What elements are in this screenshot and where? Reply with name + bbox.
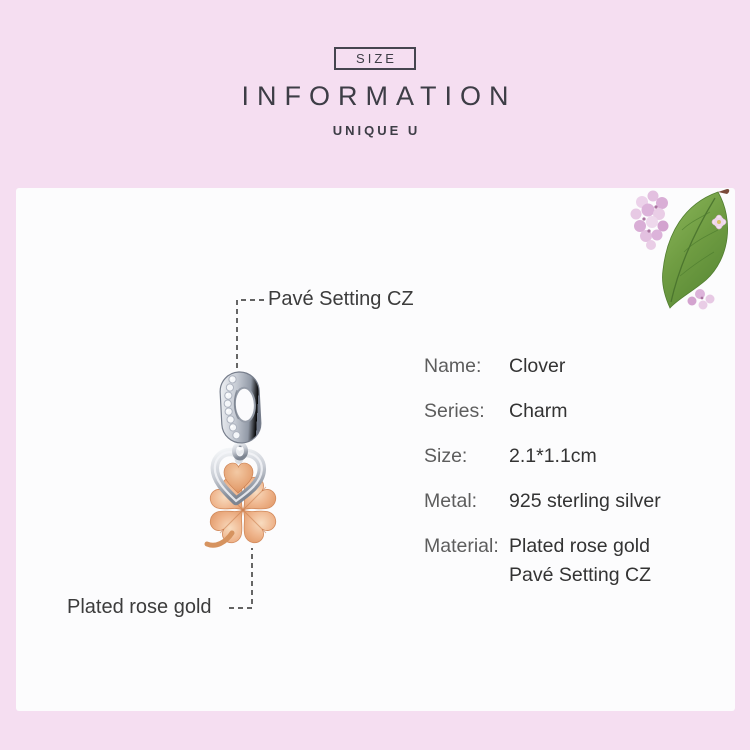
annotation-pave-setting: Pavé Setting CZ <box>268 288 414 310</box>
spec-row-name <box>424 356 661 376</box>
pave-bail <box>219 371 262 444</box>
spec-label: Size: <box>424 445 468 467</box>
spec-label: Metal: <box>424 490 478 512</box>
annotation-plated-rose-gold: Plated rose gold <box>67 596 212 618</box>
spec-value: 2.1*1.1cm <box>509 445 597 467</box>
spec-row-series <box>424 401 661 421</box>
spec-value <box>509 532 651 590</box>
spec-label: Series: <box>424 400 485 422</box>
lilac-cluster-top <box>631 191 669 251</box>
clover-charm-image <box>160 355 340 565</box>
spec-label: Material: <box>424 535 499 557</box>
spec-label: Name: <box>424 355 482 377</box>
lilac-leaf-decoration <box>622 188 735 313</box>
spec-value: 925 sterling silver <box>509 490 661 512</box>
header <box>0 47 750 138</box>
spec-value: Clover <box>509 355 566 377</box>
spec-list <box>424 356 661 615</box>
spec-value-line2: Pavé Setting CZ <box>509 564 651 586</box>
spec-row-metal <box>424 491 661 511</box>
brand-subtitle: UNIQUE U <box>332 123 421 138</box>
size-badge: SIZE <box>334 47 416 70</box>
lilac-cluster-bottom <box>688 289 715 310</box>
spec-row-material <box>424 536 661 590</box>
spec-value: Charm <box>509 400 568 422</box>
spec-value-line1: Plated rose gold <box>509 535 650 557</box>
spec-row-size <box>424 446 661 466</box>
leaf <box>662 189 729 308</box>
page-title: INFORMATION <box>241 81 517 111</box>
